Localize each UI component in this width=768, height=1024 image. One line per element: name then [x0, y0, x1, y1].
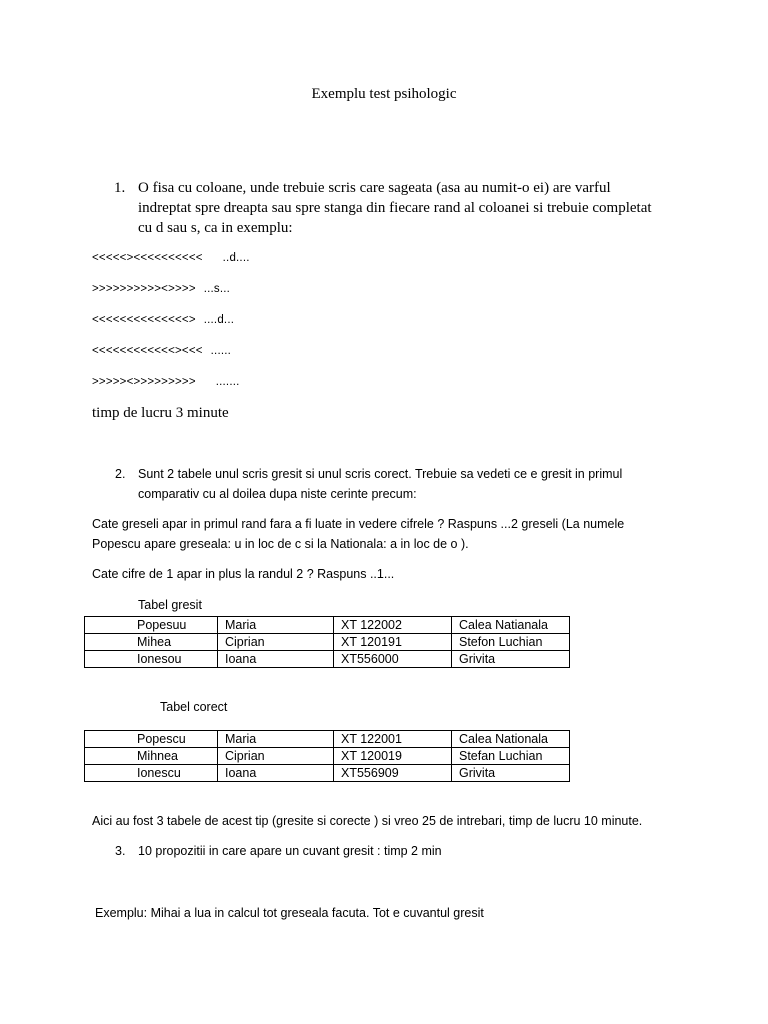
table-wrong-caption: Tabel gresit: [138, 598, 202, 612]
arrow-answer: .......: [215, 376, 240, 388]
arrow-sequence: <<<<<><<<<<<<<<<: [92, 252, 203, 264]
arrow-answer: ......: [210, 345, 232, 357]
table-right-caption: Tabel corect: [160, 700, 228, 714]
table-wrong: [84, 616, 570, 668]
question-3-number: 3.: [115, 844, 126, 858]
question-3-text: 10 propozitii in care apare un cuvant gresit : timp 2 min: [138, 844, 442, 858]
table-right: [84, 730, 570, 782]
question-3-example: Exemplu: Mihai a lua in calcul tot greseala facuta. Tot e cuvantul gresit: [95, 906, 484, 920]
question-1-time: timp de lucru 3 minute: [92, 405, 229, 421]
table-cell: Maria: [218, 731, 334, 748]
table-row: [85, 731, 570, 748]
question-1-line-3: cu d sau s, ca in exemplu:: [138, 220, 293, 236]
table-cell: Popesuu: [85, 617, 218, 634]
arrow-sequence: >>>>><>>>>>>>>>: [92, 376, 196, 388]
table-cell: Mihea: [85, 634, 218, 651]
table-cell: XT 122001: [334, 731, 452, 748]
table-row: [85, 765, 570, 782]
question-2-paragraph-2: Cate cifre de 1 apar in plus la randul 2 ? Raspuns ..1...: [92, 567, 395, 581]
table-cell: Maria: [218, 617, 334, 634]
table-cell: Ioana: [218, 765, 334, 782]
table-cell: Ciprian: [218, 748, 334, 765]
table-cell: Grivita: [452, 651, 570, 668]
page-title: Exemplu test psihologic: [311, 86, 457, 102]
table-row: [85, 748, 570, 765]
arrow-row-4: [92, 345, 231, 357]
table-cell: XT 122002: [334, 617, 452, 634]
question-1-line-2: indreptat spre dreapta sau spre stanga din fiecare rand al coloanei si trebuie completat: [138, 200, 652, 216]
table-cell: Stefan Luchian: [452, 748, 570, 765]
arrow-answer: ....d...: [203, 314, 235, 326]
question-2-paragraph-1-line-2: Popescu apare greseala: u in loc de c si la Nationala: a in loc de o ).: [92, 537, 469, 551]
question-2-line-2: comparativ cu al doilea dupa niste cerinte precum:: [138, 487, 417, 501]
table-cell: XT556909: [334, 765, 452, 782]
arrow-answer: ...s...: [203, 283, 231, 295]
table-cell: Calea Nationala: [452, 731, 570, 748]
table-cell: Grivita: [452, 765, 570, 782]
table-cell: Ioana: [218, 651, 334, 668]
table-cell: XT556000: [334, 651, 452, 668]
arrow-row-1: [92, 252, 250, 264]
question-2-line-1: Sunt 2 tabele unul scris gresit si unul scris corect. Trebuie sa vedeti ce e gresit in primul: [138, 467, 623, 481]
table-cell: Mihnea: [85, 748, 218, 765]
table-cell: Calea Natianala: [452, 617, 570, 634]
question-1-line-1: O fisa cu coloane, unde trebuie scris care sageata (asa au numit-o ei) are varful: [138, 180, 611, 196]
arrow-row-5: [92, 376, 240, 388]
question-2-paragraph-1-line-1: Cate greseli apar in primul rand fara a fi luate in vedere cifrele ? Raspuns ...2 greseli (La numele: [92, 517, 625, 531]
table-cell: Popescu: [85, 731, 218, 748]
arrow-sequence: >>>>>>>>>><>>>>: [92, 283, 196, 295]
table-cell: XT 120191: [334, 634, 452, 651]
arrow-sequence: <<<<<<<<<<<<><<<: [92, 345, 203, 357]
table-cell: XT 120019: [334, 748, 452, 765]
table-row: [85, 651, 570, 668]
table-cell: Ionescu: [85, 765, 218, 782]
table-cell: Stefon Luchian: [452, 634, 570, 651]
arrow-row-3: [92, 314, 234, 326]
arrow-sequence: <<<<<<<<<<<<<<>: [92, 314, 196, 326]
arrow-row-2: [92, 283, 230, 295]
table-row: [85, 617, 570, 634]
arrow-answer: ..d....: [222, 252, 250, 264]
table-cell: Ionesou: [85, 651, 218, 668]
table-cell: Ciprian: [218, 634, 334, 651]
question-2-note: Aici au fost 3 tabele de acest tip (gresite si corecte ) si vreo 25 de intrebari, timp de lucru 10 minute.: [92, 814, 643, 828]
question-1-number: 1.: [114, 180, 126, 196]
question-2-number: 2.: [115, 467, 126, 481]
table-row: [85, 634, 570, 651]
